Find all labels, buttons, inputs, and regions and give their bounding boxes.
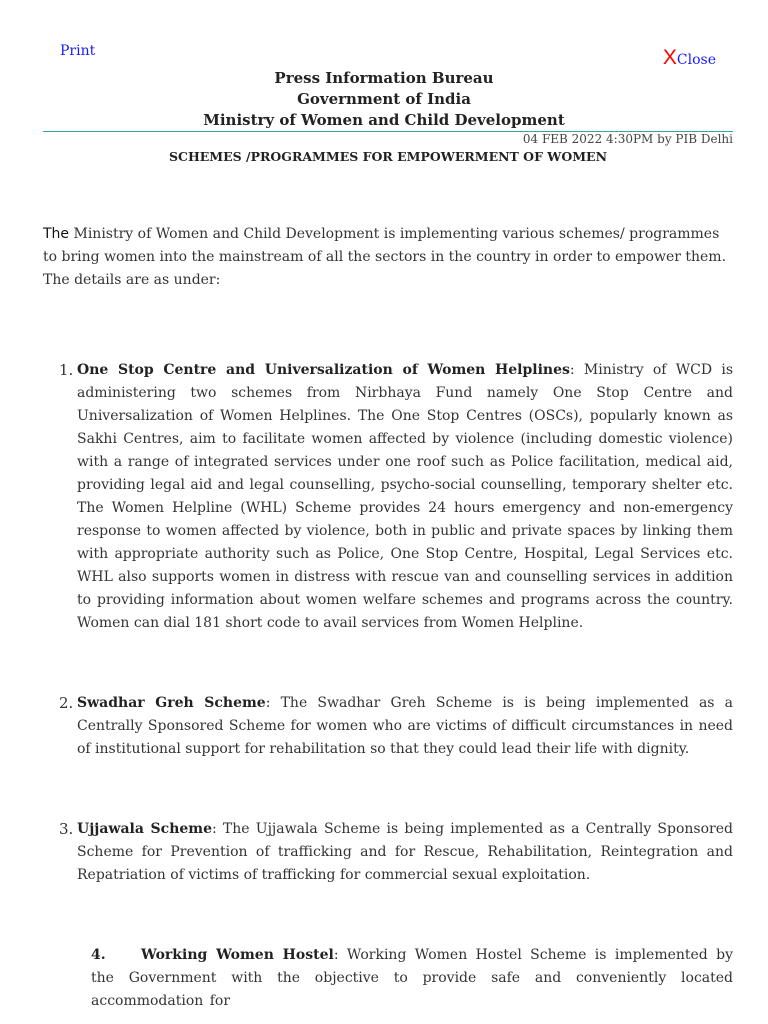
scheme-description: : The Ujjawala Scheme is being implemented as a Centrally Sponsored Scheme for Prevention of trafficking and for Rescue, Rehabilitation, Reintegration and Repatriation of victims of trafficking for commercial sexual exploitation. [77,821,733,883]
scheme-description: : Working Women Hostel Scheme is implemented by the Government with the objective to provide safe and conveniently located accommodation for [91,947,733,1009]
ministry-name: Ministry of Women and Child Development [203,111,565,129]
release-title: SCHEMES /PROGRAMMES FOR EMPOWERMENT OF WOMEN [168,149,608,164]
scheme-item [43,818,733,887]
scheme-number: 2. [59,694,74,712]
scheme-name: Working Women Hostel [141,947,334,963]
scheme-number: 3. [59,820,74,838]
print-link[interactable]: Print [60,43,96,59]
government-name: Government of India [297,90,471,108]
bureau-name: Press Information Bureau [274,69,494,87]
close-button[interactable] [663,46,716,70]
intro-text: Ministry of Women and Child Development is implementing various schemes/ programmes to bring women into the mainstream of all the sectors in the country in order to empower them. The details are as under: [43,226,727,288]
release-header [0,68,768,131]
scheme-item [43,944,733,1013]
scheme-number: 4. [91,947,106,963]
scheme-description: : The Swadhar Greh Scheme is is being implemented as a Centrally Sponsored Scheme for women who are victims of difficult circumstances in need of institutional support for rehabilitation so that they could lead their life with dignity. [77,695,733,757]
scheme-name: Ujjawala Scheme [77,821,212,837]
scheme-name: One Stop Centre and Universalization of Women Helplines [77,362,570,378]
scheme-list [43,359,733,1013]
scheme-number: 1. [59,361,74,379]
release-dateline: 04 FEB 2022 4:30PM by PIB Delhi [522,132,733,146]
close-label[interactable]: Close [676,52,716,68]
intro-paragraph [43,223,733,292]
scheme-item [43,359,733,635]
scheme-description: : Ministry of WCD is administering two schemes from Nirbhaya Fund namely One Stop Centre and Universalization of Women Helplines. The One Stop Centres (OSCs), popularly known as Sakhi Centres, aim to facilitate women affected by violence (including domestic violence) with a range of integrated services under one roof such as Police facilitation, medical aid, providing legal aid and legal counselling, psycho-social counselling, temporary shelter etc. The Women Helpline (WHL) Scheme provides 24 hours emergency and non-emergency response to women affected by violence, both in public and private spaces by linking them with appropriate authority such as Police, One Stop Centre, Hospital, Legal Services etc. WHL also supports women in distress with rescue van and counselling services in addition to providing information about women welfare schemes and programs across the country. Women can dial 181 short code to avail services from Women Helpline. [77,362,734,631]
release-body [43,223,733,1013]
scheme-item [43,692,733,761]
scheme-name: Swadhar Greh Scheme [77,695,266,711]
close-icon[interactable]: X [662,46,677,69]
intro-lead-word: The [43,226,70,242]
